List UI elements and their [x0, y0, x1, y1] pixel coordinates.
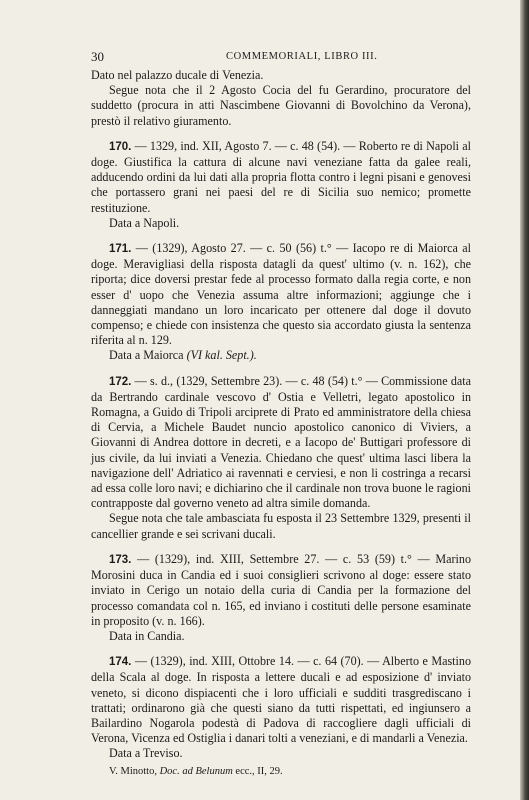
entry-172-note: Segue nota che tale ambasciata fu esposta il 23 Settembre 1329, presenti il cancellier grande e sei scrivani ducali. — [91, 511, 471, 541]
entry-171-data — [91, 348, 471, 363]
entry-text: — 1329, ind. XII, Agosto 7. — c. 48 (54). — Roberto re di Napoli al doge. Giustifica la cattura di alcune navi veneziane fatta da galee reali, adducendo ordini da lui dati alla propria flotta contro i legni pisani e genovesi che portassero grani nei paesi del re di Sicilia suo nemico; promette restituzione. — [91, 138, 471, 215]
source-title: Doc. ad Belunum — [159, 765, 233, 777]
entry-172 — [91, 374, 471, 512]
entry-170 — [91, 139, 471, 216]
entry-173 — [91, 552, 471, 629]
entry-text: — (1329), Agosto 27. — c. 50 (56) t.° — Iacopo re di Maiorca al doge. Meravigliasi della risposta datagli da quest' ultimo (v. n. 162), che riporta; dice doversi prestar fede al processo formato dalla regia corte, e non esser d' uopo che Venezia assuma altre informazioni; aggiunge che i danneggiati mandano un loro incaricato per ottenere dal doge il dovuto compenso; e chiede con insistenza che questo sia accordato giusta la sentenza riferita al n. 129. — [91, 241, 471, 348]
paragraph-dato: Dato nel palazzo ducale di Venezia. — [91, 68, 264, 82]
entry-text: — s. d., (1329, Settembre 23). — c. 48 (54) t.° — Commissione data da Bertrando cardinale vescovo d' Ostia e Velletri, legato apostolico in Romagna, a Guido di Tripoli arciprete di Prato ed amministratore della chiesa di Cervia, a Michele Baudet nuncio apostolico canonico di Viviers, a Giovanni di Andrea dottore in decreti, e a Iacopo de' Buttigari professore di jus civile, da lui inviati a Venezia. Chiedano che quest' ultima lasci libera la navigazione dell' Adriatico ai ravennati e cerviesi, e non li costringa a recarsi ad essa colle loro navi; e dichiarino che il cardinale non trova buone le ragioni contrapposte dal governo veneto ad altra simile domanda. — [91, 373, 471, 511]
paragraph-nota: Segue nota che il 2 Agosto Cocia del fu Gerardino, procuratore del suddetto (procura in atti Nascimbene Giovanni di Bovolchino da Verona), prestò il relativo giuramento. — [91, 83, 471, 128]
data-date: (VI kal. Sept.). — [186, 348, 257, 363]
entry-number: 172. — [109, 375, 132, 388]
entry-number: 174. — [109, 656, 132, 669]
page-body — [91, 68, 471, 779]
source-rest: ecc., II, 29. — [235, 765, 283, 777]
entry-170-data: Data a Napoli. — [109, 215, 180, 230]
source-citation — [91, 764, 471, 779]
entry-text: — (1329), ind. XIII, Ottobre 14. — c. 64 (70). — Alberto e Mastino della Scala al doge. In risposta a lettere ducali e ad esposizione d' inviato veneto, si dicono dispiacenti che i loro ufficiali e sudditi trasgrediscano i trattati; ordinarono già che questi siano da tutti rispettati, ed ingiunsero a Bailardino Nogarola podestà di Padova di raccogliere dagli ufficiali di Verona, Vicenza ed Ostiglia i danari tolti a veneziani, e di mandarli a Venezia. — [91, 654, 471, 746]
page-number: 30 — [91, 49, 104, 64]
entry-text: — (1329), ind. XIII, Settembre 27. — c. 53 (59) t.° — Marino Morosini duca in Candia ed i suoi consiglieri scrivono al doge: essere stato inviato in Cerigo un notaio della curia di Candia per la formazione del processo comandata col n. 165, ed inviano i costituti delle persone esaminate in proposito (v. n. 166). — [91, 551, 471, 628]
entry-number: 173. — [109, 553, 132, 566]
page-header — [91, 49, 471, 65]
entry-174-data: Data a Treviso. — [109, 746, 183, 761]
entry-173-data: Data in Candia. — [109, 628, 185, 643]
entry-174 — [91, 654, 471, 746]
data-place: Data a Maiorca — [109, 348, 184, 363]
source-author: V. Minotto, — [109, 765, 157, 777]
entry-number: 170. — [109, 140, 132, 153]
entry-171 — [91, 241, 471, 348]
entry-number: 171. — [109, 243, 132, 256]
running-title: COMMEMORIALI, LIBRO III. — [226, 51, 378, 62]
book-spine-edge — [520, 0, 529, 800]
